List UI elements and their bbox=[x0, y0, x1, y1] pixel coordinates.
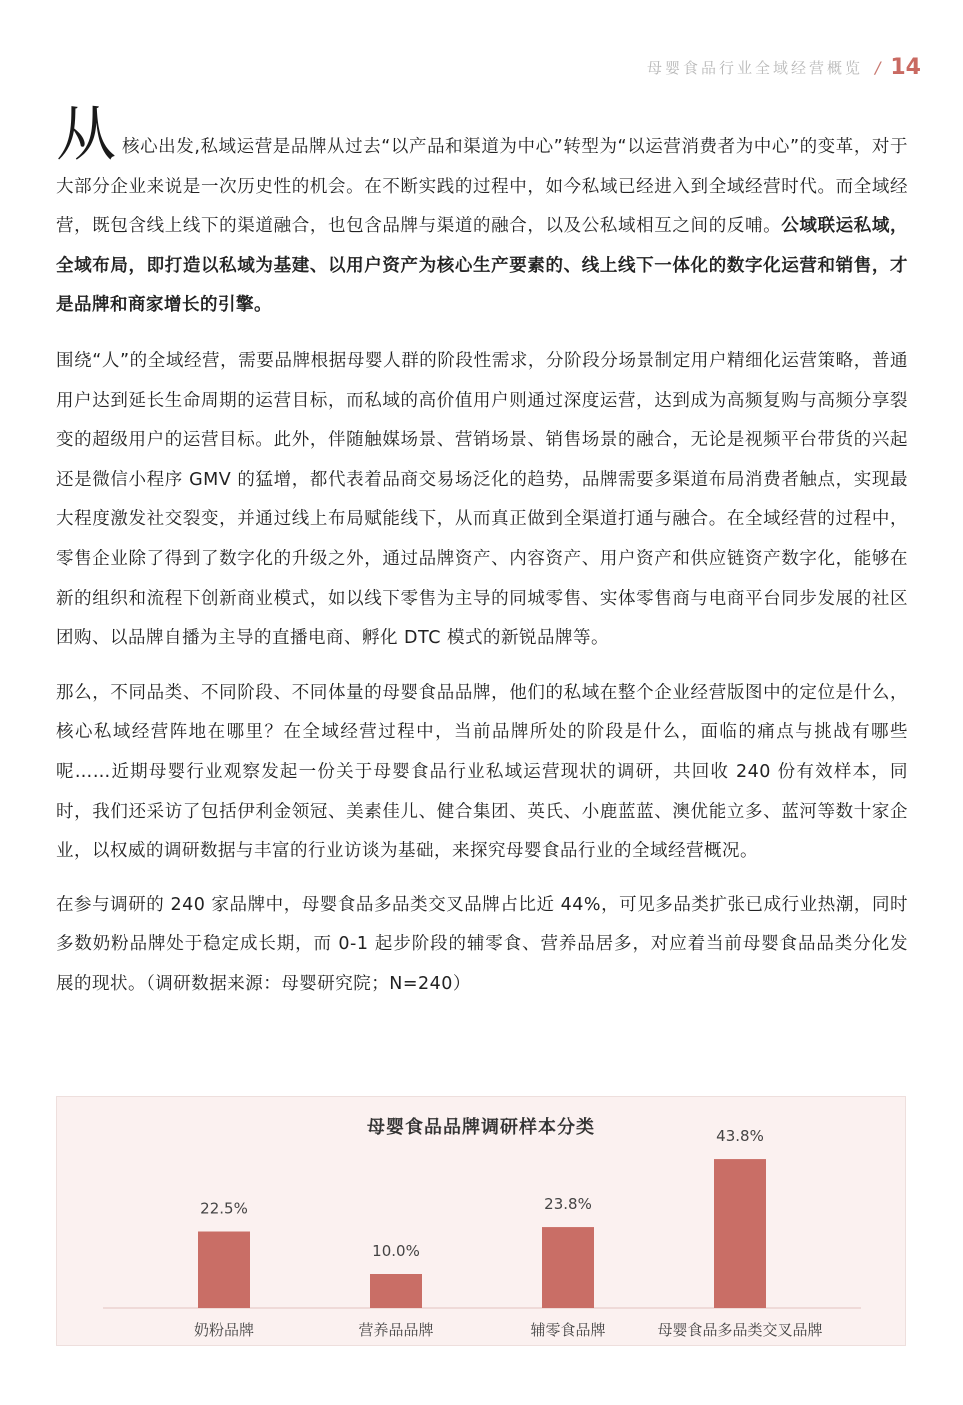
chart-canvas bbox=[57, 1097, 907, 1347]
bar-1 bbox=[370, 1274, 422, 1308]
category-label-2: 辅零食品牌 bbox=[530, 1321, 606, 1339]
paragraph-3: 那么，不同品类、不同阶段、不同体量的母婴食品品牌，他们的私域在整个企业经营版图中的定位是什么，核心私域经营阵地在哪里？在全域经营过程中，当前品牌所处的阶段是什么，面临的痛点与挑战有哪些呢……近期母婴行业观察发起一份关于母婴食品行业私域运营现状的调研，共回收 240 份有效样本，同时，我们还采访了包括伊利金领冠、美素佳儿、健合集团、英氏、小鹿蓝蓝、澳优能立多、蓝河等数十家企业，以权威的调研数据与丰富的行业访谈为基础，来探究母婴食品行业的全域经营概况。 bbox=[56, 682, 908, 862]
paragraph-1 bbox=[56, 100, 908, 326]
data-label-0: 22.5% bbox=[200, 1199, 248, 1218]
page-header bbox=[647, 52, 921, 82]
category-label-1: 营养品品牌 bbox=[358, 1321, 434, 1339]
header-divider: / bbox=[874, 57, 881, 77]
article-body bbox=[56, 100, 908, 1004]
paragraph-2: 围绕“人”的全域经营，需要品牌根据母婴人群的阶段性需求，分阶段分场景制定用户精细化运营策略，普通用户达到延长生命周期的运营目标，而私域的高价值用户则通过深度运营，达到成为高频复购与高频分享裂变的超级用户的运营目标。此外，伴随触媒场景、营销场景、销售场景的融合，无论是视频平台带货的兴起还是微信小程序 GMV 的猛增，都代表着品商交易场泛化的趋势，品牌需要多渠道布局消费者触点，实现最大程度激发社交裂变，并通过线上布局赋能线下，从而真正做到全渠道打通与融合。在全域经营的过程中，零售企业除了得到了数字化的升级之外，通过品牌资产、内容资产、用户资产和供应链资产数字化，能够在新的组织和流程下创新商业模式，如以线下零售为主导的同城零售、实体零售商与电商平台同步发展的社区团购、以品牌自播为主导的直播电商、孵化 DTC 模式的新锐品牌等。 bbox=[56, 350, 908, 649]
paragraph-1-bold: 公域联运私域，全域布局，即打造以私域为基建、以用户资产为核心生产要素的、线上线下一体化的数字化运营和销售，才是品牌和商家增长的引擎。 bbox=[56, 216, 909, 316]
drop-cap: 从 bbox=[56, 100, 117, 170]
data-label-1: 10.0% bbox=[372, 1242, 420, 1260]
bar-3 bbox=[714, 1159, 766, 1308]
category-label-3: 母婴食品多品类交叉品牌 bbox=[657, 1321, 823, 1339]
bar-chart bbox=[56, 1096, 906, 1346]
category-label-0: 奶粉品牌 bbox=[193, 1321, 255, 1339]
chart-title: 母婴食品品牌调研样本分类 bbox=[367, 1117, 595, 1138]
page-number: 14 bbox=[890, 54, 921, 80]
data-label-3: 43.8% bbox=[716, 1127, 764, 1146]
bar-2 bbox=[542, 1227, 594, 1308]
paragraph-1-text: 核心出发,私域运营是品牌从过去“以产品和渠道为中心”转型为“以运营消费者为中心”的变革，对于大部分企业来说是一次历史性的机会。在不断实践的过程中，如今私域已经进入到全域经营时代。而全域经营，既包含线上线下的渠道融合，也包含品牌与渠道的融合，以及公私域相互之间的反哺。 bbox=[56, 137, 908, 237]
bar-0 bbox=[198, 1232, 250, 1309]
data-label-2: 23.8% bbox=[544, 1195, 592, 1214]
paragraph-4: 在参与调研的 240 家品牌中，母婴食品多品类交叉品牌占比近 44%，可见多品类扩张已成行业热潮，同时多数奶粉品牌处于稳定成长期，而 0-1 起步阶段的辅零食、营养品居多，对应着当前母婴食品品类分化发展的现状。（调研数据来源：母婴研究院；N=240） bbox=[56, 894, 908, 994]
header-title: 母婴食品行业全域经营概览 bbox=[646, 58, 863, 77]
